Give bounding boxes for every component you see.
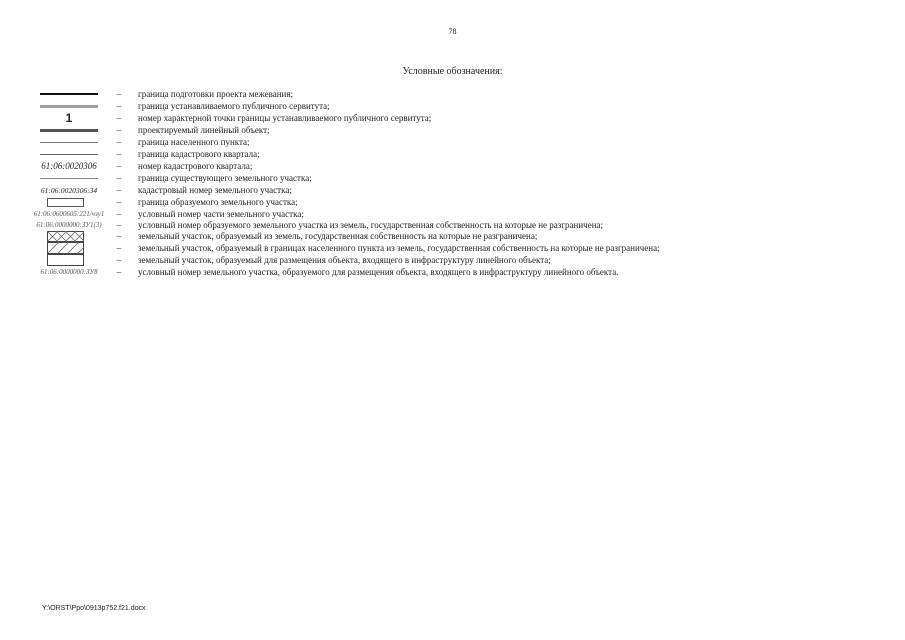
- legend-symbol-new-parcel-number: [38, 220, 100, 230]
- legend-symbol-existing-parcel-boundary: [38, 172, 100, 184]
- legend-item: [38, 184, 660, 196]
- legend-item: [38, 88, 660, 100]
- legend-dash: –: [116, 209, 122, 219]
- legend-text: условный номер земельного участка, образуемого для размещения объекта, входящего в инфраструктуру линейного объекта.: [138, 267, 619, 277]
- legend-item: [38, 196, 660, 208]
- legend-text: проектируемый линейный объект;: [138, 125, 270, 135]
- legend-dash: –: [116, 161, 122, 171]
- legend-item: [38, 124, 660, 136]
- legend-symbol-point-number: [38, 112, 100, 124]
- legend-dash: –: [116, 220, 122, 230]
- legend-symbol-linear-object: [38, 124, 100, 136]
- legend-text: граница образуемого земельного участка;: [138, 197, 298, 207]
- legend-symbol-project-boundary: [38, 88, 100, 100]
- legend: [33, 88, 660, 278]
- legend-text: граница населенного пункта;: [138, 137, 250, 147]
- legend-text: условный номер образуемого земельного участка из земель, государственная собственность на которые не разграничена;: [138, 220, 604, 230]
- legend-dash: –: [116, 113, 122, 123]
- legend-symbol-parcel-diagonal-hatch: [38, 242, 100, 254]
- page-number: 78: [448, 27, 457, 36]
- legend-dash: –: [116, 173, 122, 183]
- legend-symbol-quarter-number: [38, 160, 100, 172]
- legend-dash: –: [116, 243, 122, 253]
- legend-symbol-cadastral-number: [38, 184, 100, 196]
- legend-title: Условные обозначения:: [402, 66, 503, 77]
- legend-text: граница устанавливаемого публичного сервитута;: [138, 101, 330, 111]
- legend-item: [38, 242, 660, 254]
- legend-text: граница существующего земельного участка;: [138, 173, 312, 183]
- legend-dash: –: [116, 255, 122, 265]
- point-number-label: 1: [65, 111, 73, 125]
- legend-text: граница подготовки проекта межевания;: [138, 89, 294, 99]
- legend-text: земельный участок, образуемый в границах населенного пункта из земель, государственная собственность на которые не разграничена;: [138, 243, 660, 253]
- legend-item: [38, 160, 660, 172]
- legend-dash: –: [116, 267, 122, 277]
- legend-text: земельный участок, образуемый из земель, государственная собственность на которые не разграничена;: [138, 231, 538, 241]
- diagonal-hatch-swatch: [47, 242, 84, 254]
- legend-dash: –: [116, 149, 122, 159]
- legend-dash: –: [116, 101, 122, 111]
- legend-text: номер кадастрового квартала;: [138, 161, 253, 171]
- legend-symbol-cadastral-quarter-boundary: [38, 148, 100, 160]
- legend-symbol-part-number: [33, 208, 105, 220]
- legend-dash: –: [116, 197, 122, 207]
- legend-item: [33, 208, 660, 220]
- document-footer-path: Y:\ORST\Ppo\0913p752.f21.docx: [42, 605, 146, 612]
- legend-dash: –: [116, 125, 122, 135]
- legend-dash: –: [116, 185, 122, 195]
- legend-dash: –: [116, 231, 122, 241]
- legend-item: [38, 136, 660, 148]
- legend-text: граница кадастрового квартала;: [138, 149, 260, 159]
- legend-text: условный номер части земельного участка;: [138, 209, 304, 219]
- new-parcel-number-label: 61:06:0000000:ЗУ1(3): [36, 221, 102, 229]
- legend-item: [38, 112, 660, 124]
- legend-item: [38, 266, 660, 278]
- legend-item: [38, 172, 660, 184]
- legend-symbol-parcel-infrastructure: [38, 254, 100, 266]
- part-number-label: 61:06:0600605:221/чзу1: [33, 210, 105, 218]
- legend-symbol-new-parcel-boundary: [38, 196, 100, 208]
- cadastral-number-label: 61:06:0020306:34: [40, 185, 98, 195]
- legend-text: номер характерной точки границы устанавливаемого публичного сервитута;: [138, 113, 432, 123]
- legend-item: [38, 230, 660, 242]
- legend-symbol-infrastructure-parcel-number: [38, 266, 100, 278]
- legend-text: кадастровый номер земельного участка;: [138, 185, 292, 195]
- legend-item: [38, 148, 660, 160]
- legend-symbol-settlement-boundary: [38, 136, 100, 148]
- legend-text: земельный участок, образуемый для размещения объекта, входящего в инфраструктуру линейного объекта;: [138, 255, 551, 265]
- quarter-number-label: 61:06:0020306: [41, 161, 97, 171]
- legend-symbol-parcel-cross-hatch: [38, 230, 100, 242]
- legend-dash: –: [116, 89, 122, 99]
- infrastructure-parcel-number-label: 61:06:0000000:ЗУ8: [40, 268, 98, 276]
- legend-dash: –: [116, 137, 122, 147]
- legend-item: [38, 100, 660, 112]
- cross-hatch-swatch: [47, 231, 84, 242]
- legend-item: [38, 254, 660, 266]
- legend-item: [38, 220, 660, 230]
